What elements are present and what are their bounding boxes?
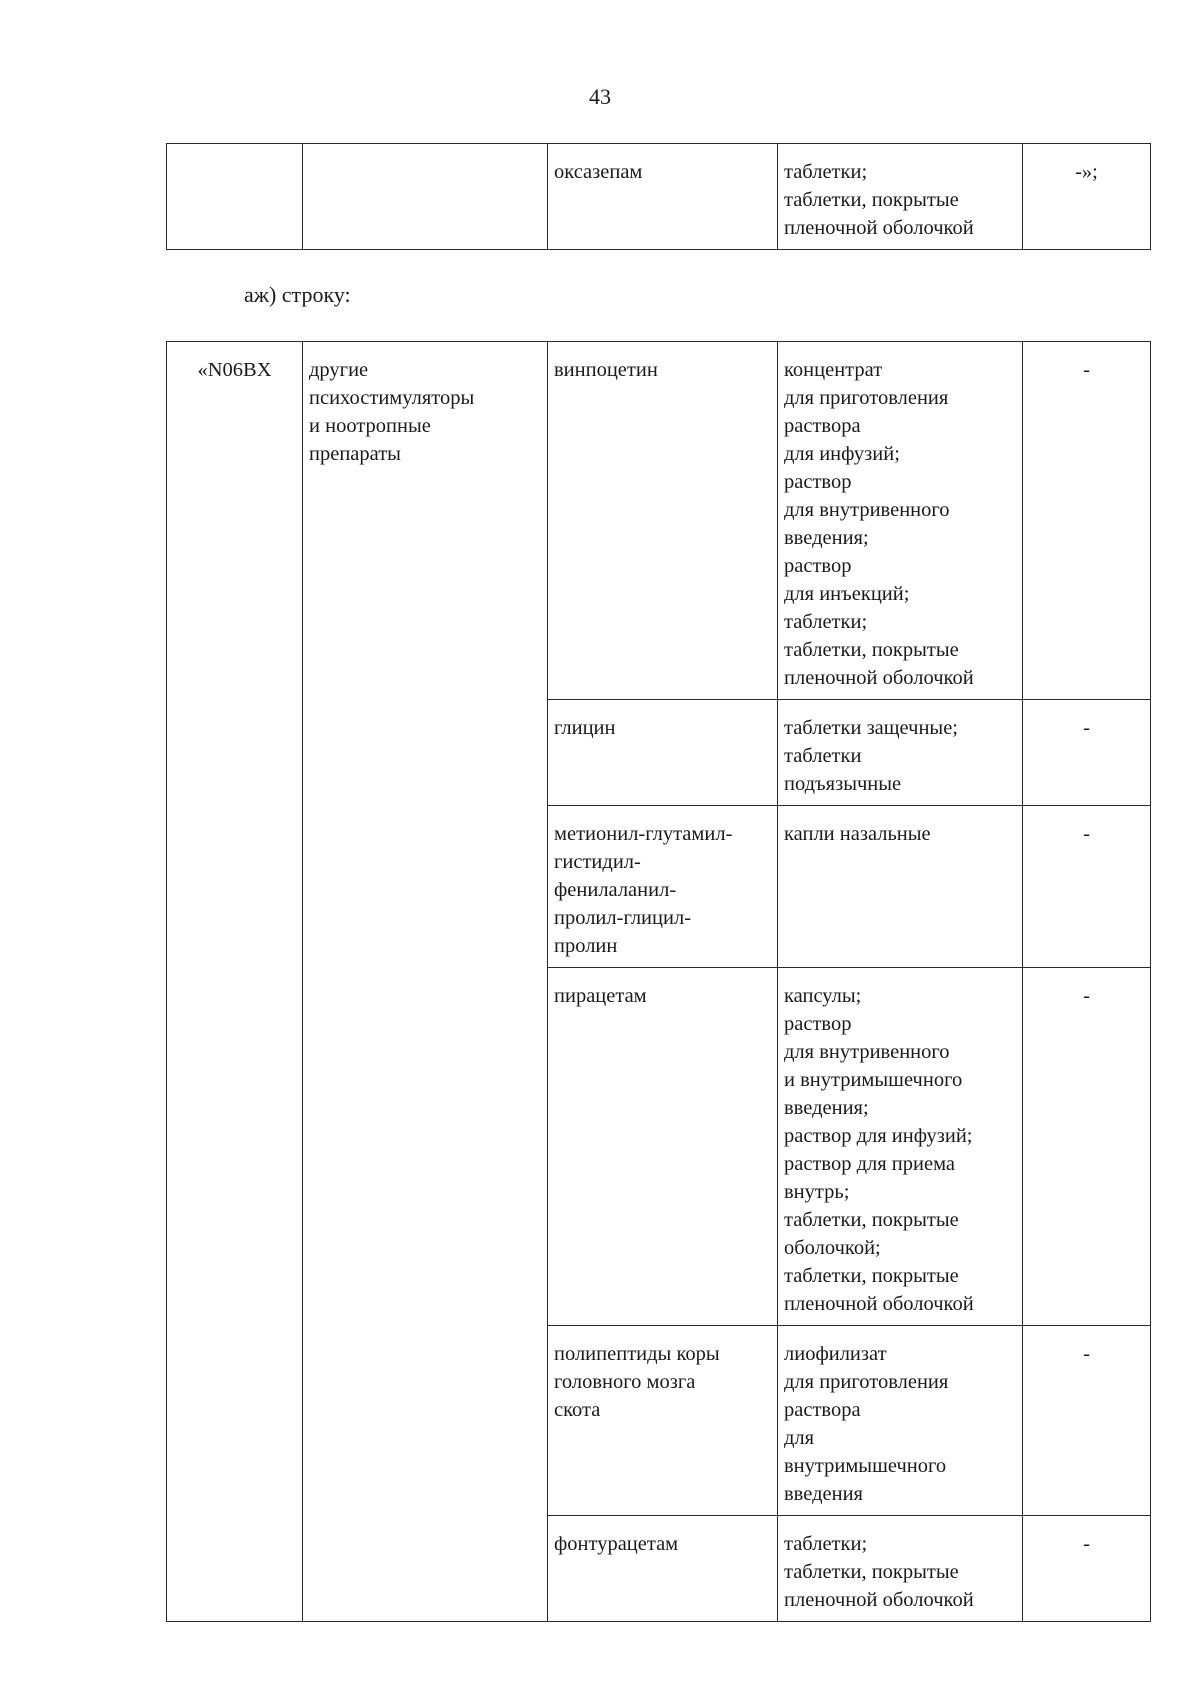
note-cell: - — [1023, 1326, 1151, 1516]
page-number: 43 — [589, 84, 611, 109]
note-cell: - — [1023, 1516, 1151, 1622]
drug-name-cell: полипептиды коры головного мозга скота — [548, 1326, 778, 1516]
table-row — [167, 144, 1151, 250]
atc-code-cell: «N06BX — [167, 342, 303, 1622]
atc-code-cell — [167, 144, 303, 250]
drug-table — [166, 341, 1151, 1622]
dosage-forms-cell: лиофилизат для приготовления раствора для внутримышечного введения — [778, 1326, 1023, 1516]
group-cell — [303, 144, 548, 250]
dosage-forms-cell: капсулы; раствор для внутривенного и внутримышечного введения; раствор для инфузий; раствор для приема внутрь; таблетки, покрытые оболочкой; таблетки, покрытые пленочной оболочкой — [778, 968, 1023, 1326]
note-cell: - — [1023, 700, 1151, 806]
dosage-forms-cell: таблетки; таблетки, покрытые пленочной оболочкой — [778, 144, 1023, 250]
drug-name-cell: метионил-глутамил- гистидил- фенилаланил- пролил-глицил- пролин — [548, 806, 778, 968]
note-cell: - — [1023, 968, 1151, 1326]
dosage-forms-cell: концентрат для приготовления раствора для инфузий; раствор для внутривенного введения; раствор для инъекций; таблетки; таблетки, покрытые пленочной оболочкой — [778, 342, 1023, 700]
clause-text: аж) строку: — [244, 282, 351, 307]
table-row — [167, 342, 1151, 700]
note-cell: - — [1023, 806, 1151, 968]
drug-name-cell: винпоцетин — [548, 342, 778, 700]
drug-name-cell: пирацетам — [548, 968, 778, 1326]
note-cell: -»; — [1023, 144, 1151, 250]
group-cell: другие психостимуляторы и ноотропные препараты — [303, 342, 548, 1622]
note-cell: - — [1023, 342, 1151, 700]
drug-name-cell: фонтурацетам — [548, 1516, 778, 1622]
dosage-forms-cell: таблетки; таблетки, покрытые пленочной оболочкой — [778, 1516, 1023, 1622]
continuation-table — [166, 143, 1151, 250]
dosage-forms-cell: капли назальные — [778, 806, 1023, 968]
dosage-forms-cell: таблетки защечные; таблетки подъязычные — [778, 700, 1023, 806]
drug-name-cell: оксазепам — [548, 144, 778, 250]
drug-name-cell: глицин — [548, 700, 778, 806]
